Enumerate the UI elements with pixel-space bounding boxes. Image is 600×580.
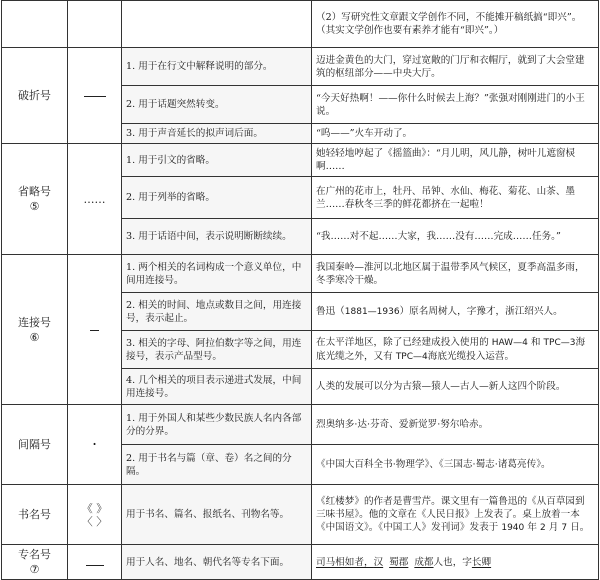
table-row [2, 255, 599, 293]
underlined-name: 长卿 [471, 556, 492, 568]
usage-cell: 2. 相关的时间、地点或数目之间，用连接号，表示起止。 [122, 293, 312, 331]
table-row [2, 1, 599, 48]
usage-cell: 1. 用于引文的省略。 [122, 144, 312, 177]
symbol-cell [68, 1, 122, 48]
example-cell [312, 485, 599, 545]
dash-name: 破折号 [2, 48, 68, 144]
connector-symbol-mark [90, 330, 99, 331]
underlined-place: 蜀郡 [389, 556, 409, 568]
example-text: 海底光缆投入运营。 [427, 350, 515, 362]
title-mark-name: 书名号 [2, 485, 68, 545]
interpunct-symbol: · [68, 405, 122, 485]
usage-cell: 2. 用于列举的省略。 [122, 177, 312, 219]
table-row [2, 485, 599, 545]
interpunct-name: 间隔号 [2, 405, 68, 485]
example-cell [312, 293, 599, 331]
underlined-dynasty: 汉 [373, 556, 384, 568]
usage-cell: 2. 用于话题突然转变。 [122, 86, 312, 124]
example-cell: “今天好热啊！——你什么时候去上海？”张强对刚刚进门的小王说。 [312, 86, 599, 124]
usage-cell: 3. 相关的字母、阿拉伯数字等之间，用连接号，表示产品型号。 [122, 331, 312, 369]
underlined-place: 成都 [414, 556, 434, 568]
example-text: 在太平洋地区，除了已经建成投入使用的 [316, 336, 489, 348]
example-text: 和 [530, 336, 541, 348]
usage-cell: 用于书名、篇名、报纸名、刊物名等。 [122, 485, 312, 545]
table-row [2, 545, 599, 580]
usage-cell: 3. 用于声音延长的拟声词后面。 [122, 124, 312, 144]
dash-symbol-mark [84, 96, 106, 97]
model-number: TPC—3 [543, 337, 576, 348]
usage-cell: 1. 用于在行文中解释说明的部分。 [122, 48, 312, 86]
example-cell [312, 331, 599, 369]
model-number: TPC—4 [395, 351, 428, 362]
example-cell: 人类的发展可以分为古猿—猿人—古人—新人这四个阶段。 [312, 369, 599, 405]
example-cell: 迈进金黄色的大门，穿过宽敞的门厅和衣帽厅，就到了大会堂建筑的枢纽部分——中央大厅。 [312, 48, 599, 86]
example-text: 鲁迅（ [316, 305, 345, 317]
title-mark-symbol [68, 485, 122, 545]
usage-cell: 用于人名、地名、朝代名等专名下面。 [122, 545, 312, 580]
connector-name-text: 连接号 [18, 315, 51, 329]
usage-cell: 3. 用于话语中间，表示说明断断续续。 [122, 219, 312, 255]
ellipsis-symbol: …… [68, 144, 122, 255]
model-number: HAW—4 [491, 337, 528, 348]
proper-noun-symbol [68, 545, 122, 580]
example-text: 人也，字 [433, 556, 472, 568]
example-cell: “呜——”火车开动了。 [312, 124, 599, 144]
double-angle-bracket: 《 》 [81, 501, 108, 515]
ellipsis-name-text: 省略号 [18, 185, 51, 198]
punctuation-table [1, 0, 599, 580]
usage-cell: 1. 用于外国人和某些少数民族人名内各部分的分界。 [122, 405, 312, 445]
example-cell: 在广州的花市上，牡丹、吊钟、水仙、梅花、菊花、山茶、墨兰……春秋冬三季的鲜花都挤在一起啦！ [312, 177, 599, 219]
usage-cell: 2. 用于书名与篇（章、卷）名之间的分隔。 [122, 445, 312, 485]
example-cell: “我……对不起……大家，我……没有……完成……任务。” [312, 219, 599, 255]
proper-noun-symbol-mark [86, 565, 104, 566]
year: 1940 [501, 522, 525, 533]
proper-noun-number: ⑦ [29, 563, 40, 576]
example-text: 海底光缆之外，又有 [316, 336, 586, 362]
example-text: 日。 [570, 521, 590, 533]
example-cell: 我国秦岭—淮河以北地区属于温带季风气候区，夏季高温多雨，冬季寒冷干燥。 [312, 255, 599, 293]
example-cell: （2）写研究性文章跟文学创作不同，不能摊开稿纸搞“即兴”。（其实文学创作也要有素养才能有“即兴”。） [312, 1, 599, 48]
connector-symbol [68, 255, 122, 405]
connector-number: ⑥ [29, 330, 40, 344]
underlined-name: 司马相如者， [316, 556, 374, 568]
table-row [2, 144, 599, 177]
ellipsis-name [2, 144, 68, 255]
usage-cell [122, 1, 312, 48]
example-text: ）原名周树人，字豫才，浙江绍兴人。 [399, 305, 563, 317]
connector-name [2, 255, 68, 405]
single-angle-bracket: 〈 〉 [81, 514, 108, 528]
month: 2 [539, 522, 546, 533]
dash-symbol [68, 48, 122, 144]
example-cell [312, 545, 599, 580]
example-text: 《红楼梦》的作者是曹雪芹。课文里有一篇鲁迅的《从百草园到三味书屋》。他的文章在《人民日报》上发表了。桌上放着一本《中国语文》。《中国工人》发刊词》发表于 [316, 495, 585, 533]
proper-noun-name [2, 545, 68, 580]
usage-cell: 1. 两个相关的名词构成一个意义单位，中间用连接号。 [122, 255, 312, 293]
example-text: 月 [548, 521, 559, 533]
table-row [2, 405, 599, 445]
proper-noun-name-text: 专名号 [18, 548, 51, 561]
name-cell [2, 1, 68, 48]
usage-cell: 4. 几个相关的项目表示递进式发展，中间用连接号。 [122, 369, 312, 405]
example-cell: 《中国大百科全书·物理学》、《三国志·蜀志·诸葛亮传》。 [312, 445, 599, 485]
example-cell: 烈奥纳多·达·芬奇、爱新觉罗·努尔哈赤。 [312, 405, 599, 445]
day: 7 [561, 522, 568, 533]
example-cell: 她轻轻地哼起了《摇篮曲》：“月儿明，风儿静，树叶儿遮窗棂啊…… [312, 144, 599, 177]
table-row [2, 48, 599, 86]
year-range: 1881—1936 [344, 306, 400, 317]
example-text: 年 [527, 521, 537, 533]
ellipsis-number: ⑤ [29, 200, 40, 213]
